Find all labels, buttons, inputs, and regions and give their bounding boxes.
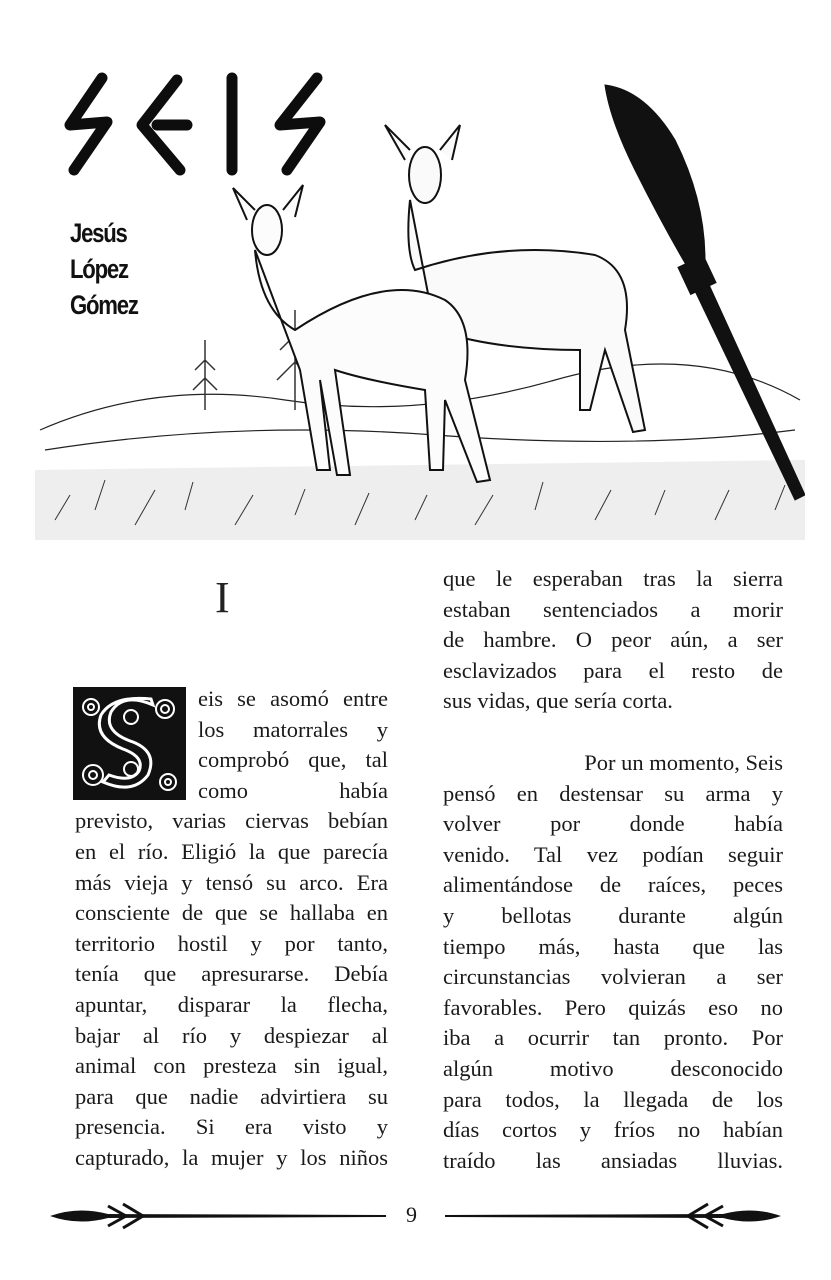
text-line: para todos, la llegada de los (443, 1086, 783, 1112)
text-line: para que nadie advirtiera su (75, 1083, 388, 1109)
text-line: previsto, varias ciervas bebían (75, 808, 388, 834)
footer-ornament-right (443, 1200, 783, 1232)
text-line: tenía que apresurarse. Debía (75, 961, 388, 987)
text-line: territorio hostil y por tanto, (75, 930, 388, 956)
deer-front (233, 185, 490, 482)
text-line: alimentándose de raíces, peces (443, 872, 783, 898)
text-line: estaban sentenciados a morir (443, 596, 783, 622)
text-line: de hambre. O peor aún, a ser (443, 627, 783, 653)
text-line: favorables. Pero quizás eso no (443, 994, 783, 1020)
author-surname-1: López (70, 254, 128, 284)
text-line: como había (198, 777, 388, 803)
text-line: bajar al río y despiezar al (75, 1022, 388, 1048)
text-line: consciente de que se hallaba en (75, 900, 388, 926)
text-line: animal con presteza sin igual, (75, 1053, 388, 1079)
trees (193, 310, 313, 410)
text-line: algún motivo desconocido (443, 1056, 783, 1081)
text-line: en el río. Eligió la que parecía (75, 839, 388, 864)
text-line: que le esperaban tras la sierra (443, 566, 783, 591)
text-line: traído las ansiadas lluvias. (443, 1147, 783, 1173)
text-line: sus vidas, que sería corta. (443, 688, 673, 714)
text-line: esclavizados para el resto de (443, 657, 783, 683)
author-surname-2: Gómez (70, 290, 138, 320)
chapter-number: I (215, 573, 230, 622)
text-line: más vieja y tensó su arco. Era (75, 869, 388, 895)
text-line: comprobó que, tal (198, 747, 388, 773)
footer-ornament-left (48, 1200, 388, 1232)
text-line: circunstancias volvieran a ser (443, 964, 783, 990)
author-first-name: Jesús (70, 218, 127, 248)
text-line: venido. Tal vez podían seguir (443, 841, 783, 867)
page-number: 9 (406, 1202, 417, 1227)
text-line: Por un momento, Seis (584, 750, 783, 775)
text-line: apuntar, disparar la flecha, (75, 992, 388, 1017)
text-line: pensó en destensar su arma y (443, 780, 783, 806)
text-line: los matorrales y (198, 716, 388, 742)
text-line: iba a ocurrir tan pronto. Por (443, 1025, 783, 1051)
text-line: días cortos y fríos no habían (443, 1117, 783, 1143)
text-line: eis se asomó entre (198, 686, 388, 711)
text-line: volver por donde había (443, 811, 783, 837)
author-name (70, 215, 138, 323)
text-line: tiempo más, hasta que las (443, 933, 783, 959)
drop-cap-ornament (73, 687, 186, 800)
text-line: presencia. Si era visto y (75, 1114, 388, 1140)
text-line: capturado, la mujer y los niños (75, 1145, 388, 1170)
title-logo-seis (62, 70, 362, 180)
text-line: y bellotas durante algún (443, 903, 783, 928)
